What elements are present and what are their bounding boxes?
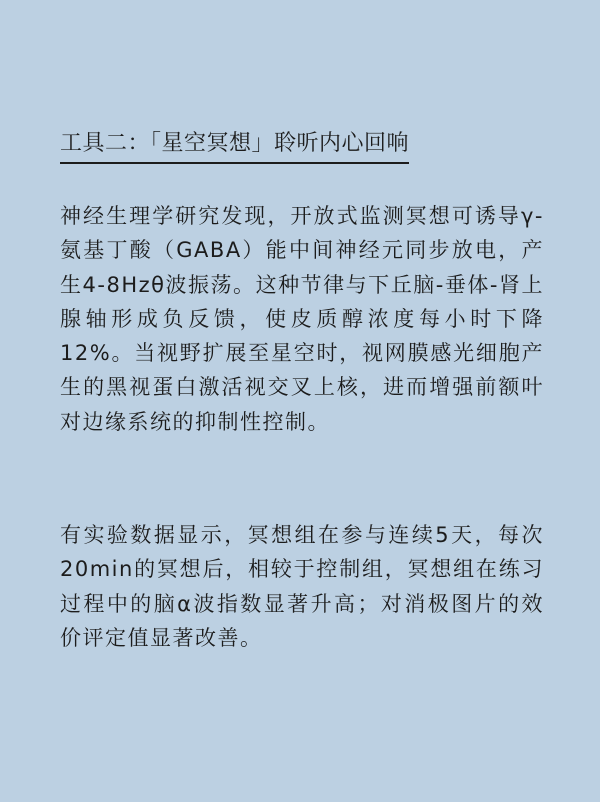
paragraph-neuroscience: 神经生理学研究发现，开放式监测冥想可诱导γ-氨基丁酸（GABA）能中间神经元同步放电，产生4-8Hzθ波振荡。这种节律与下丘脑-垂体-肾上腺轴形成负反馈，使皮质醇浓度每小时下降12%。当视野扩展至星空时，视网膜感光细胞产生的黑视蛋白激活视交叉上核，进而增强前额叶对边缘系统的抑制性控制。 (60, 204, 544, 434)
section-title: 工具二：「星空冥想」聆听内心回响 (60, 128, 409, 164)
paragraph-experiment: 有实验数据显示，冥想组在参与连续5天，每次20min的冥想后，相较于控制组，冥想组在练习过程中的脑α波指数显著升高；对消极图片的效价评定值显著改善。 (60, 523, 544, 650)
